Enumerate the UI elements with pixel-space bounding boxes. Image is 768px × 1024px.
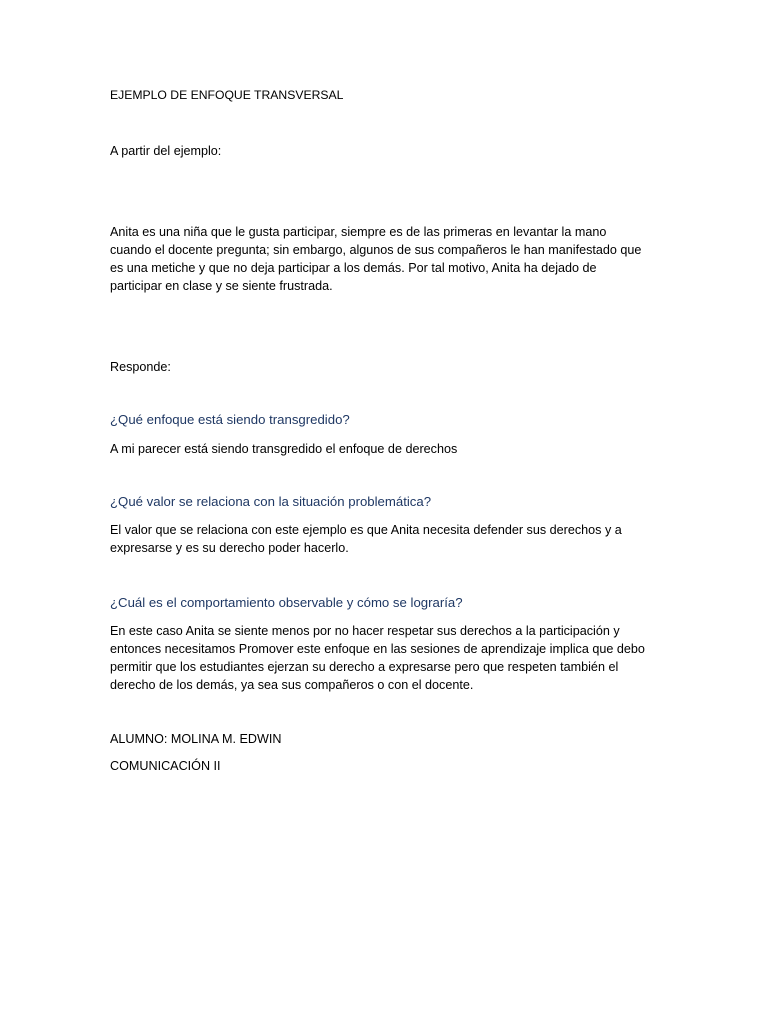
document-title: EJEMPLO DE ENFOQUE TRANSVERSAL [110,88,344,102]
course-name: COMUNICACIÓN II [110,759,221,773]
answer-line: entonces necesitamos Promover este enfoque en las sesiones de aprendizaje implica que debo [110,642,645,656]
answer-line: En este caso Anita se siente menos por no hacer respetar sus derechos a la participación y [110,624,620,638]
answer-line: expresarse y es su derecho poder hacerlo. [110,541,349,555]
intro-text: A partir del ejemplo: [110,144,222,158]
case-line: participar en clase y se siente frustrada. [110,279,333,293]
case-line: es una metiche y que no deja participar a los demás. Por tal motivo, Anita ha dejado de [110,261,597,275]
answer-line: El valor que se relaciona con este ejemplo es que Anita necesita defender sus derechos y a [110,523,622,537]
case-line: cuando el docente pregunta; sin embargo, algunos de sus compañeros le han manifestado que [110,243,642,257]
answer-line: derecho de los demás, ya sea sus compañeros o con el docente. [110,678,474,692]
question-heading: ¿Cuál es el comportamiento observable y cómo se lograría? [110,595,463,610]
answer-line: A mi parecer está siendo transgredido el enfoque de derechos [110,442,458,456]
question-heading: ¿Qué valor se relaciona con la situación problemática? [110,494,432,509]
student-name: ALUMNO: MOLINA M. EDWIN [110,732,282,746]
question-heading: ¿Qué enfoque está siendo transgredido? [110,412,350,427]
answer-line: permitir que los estudiantes ejerzan su derecho a expresarse pero que respeten también el [110,660,619,674]
respond-label: Responde: [110,360,171,374]
case-line: Anita es una niña que le gusta participar, siempre es de las primeras en levantar la mano [110,225,607,239]
